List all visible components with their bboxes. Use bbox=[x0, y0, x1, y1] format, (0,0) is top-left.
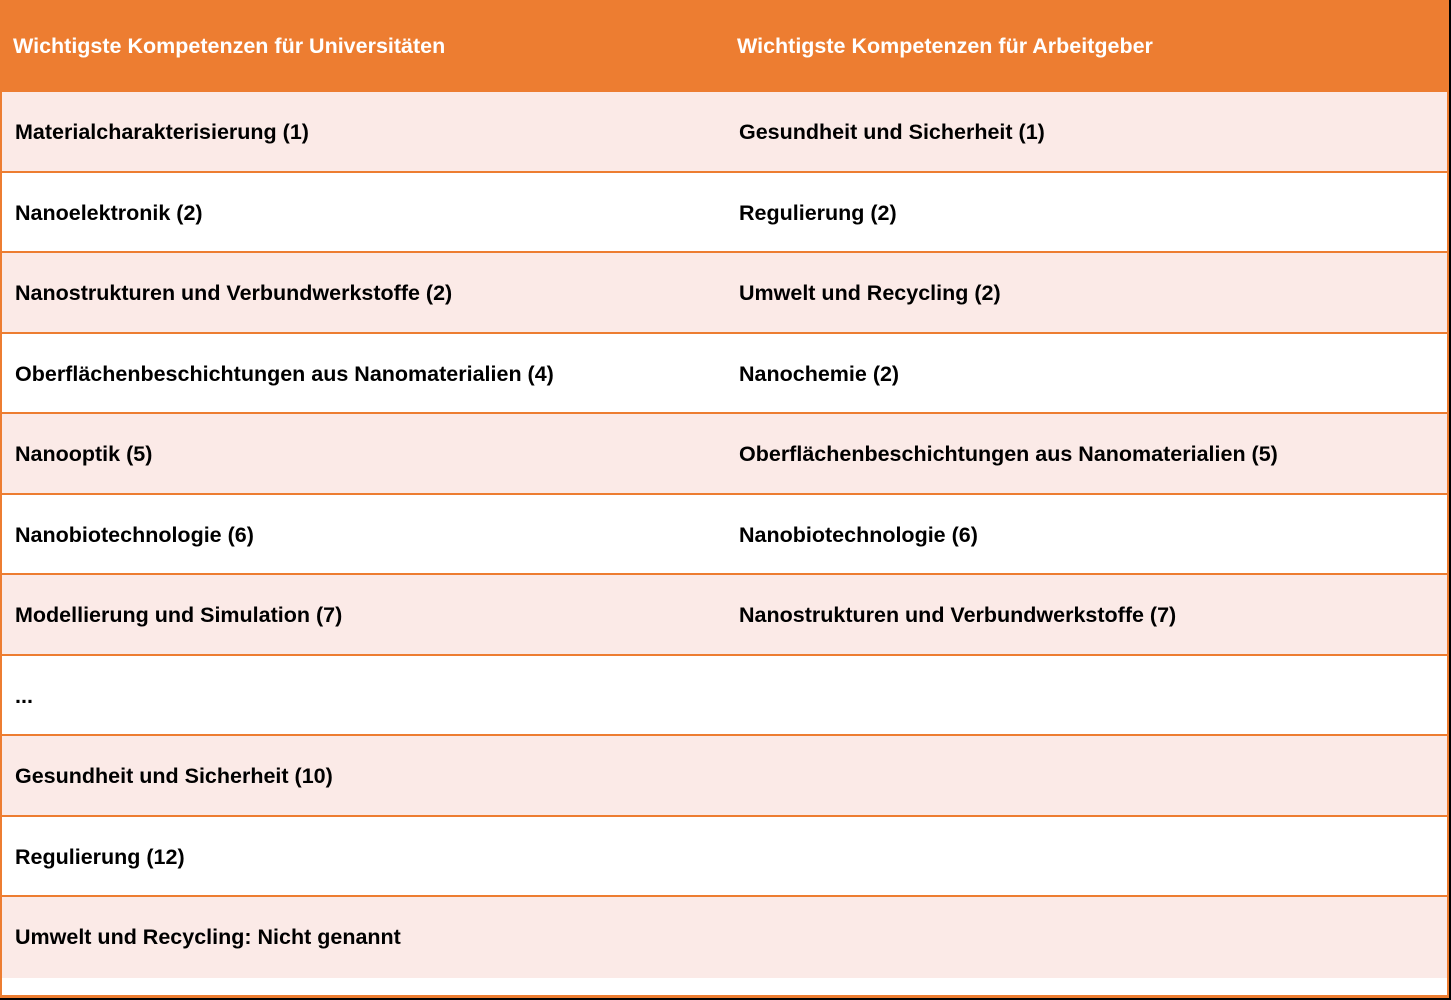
cell-universities: Modellierung und Simulation (7) bbox=[15, 603, 343, 627]
table-row bbox=[2, 817, 1447, 898]
table-row bbox=[2, 656, 1447, 737]
table-row bbox=[2, 575, 1447, 656]
table-row bbox=[2, 173, 1447, 254]
header-universities: Wichtigste Kompetenzen für Universitäten bbox=[13, 34, 446, 58]
cell-universities: Materialcharakterisierung (1) bbox=[15, 120, 309, 144]
cell-universities: Oberflächenbeschichtungen aus Nanomaterialien (4) bbox=[15, 361, 554, 386]
cell-employers: Gesundheit und Sicherheit (1) bbox=[739, 120, 1045, 144]
table-row bbox=[2, 495, 1447, 576]
table-header-row bbox=[0, 0, 1449, 92]
cell-employers: Oberflächenbeschichtungen aus Nanomaterialien (5) bbox=[739, 442, 1278, 466]
cell-universities: Nanostrukturen und Verbundwerkstoffe (2) bbox=[15, 281, 453, 305]
cell-universities: ... bbox=[15, 683, 33, 708]
cell-employers: Nanostrukturen und Verbundwerkstoffe (7) bbox=[739, 603, 1177, 627]
table-row bbox=[2, 92, 1447, 173]
cell-universities: Regulierung (12) bbox=[15, 844, 185, 869]
table-row bbox=[2, 736, 1447, 817]
cell-universities: Gesundheit und Sicherheit (10) bbox=[15, 764, 333, 788]
cell-employers: Regulierung (2) bbox=[739, 200, 897, 225]
cell-employers: Nanochemie (2) bbox=[739, 361, 900, 386]
table-row bbox=[2, 253, 1447, 334]
cell-employers: Nanobiotechnologie (6) bbox=[739, 522, 978, 547]
table-row bbox=[2, 414, 1447, 495]
cell-universities: Umwelt und Recycling: Nicht genannt bbox=[15, 925, 401, 949]
table-row bbox=[2, 897, 1447, 978]
cell-universities: Nanobiotechnologie (6) bbox=[15, 522, 254, 547]
table-body bbox=[0, 92, 1449, 998]
cell-universities: Nanoelektronik (2) bbox=[15, 200, 203, 225]
table-row bbox=[2, 334, 1447, 415]
header-employers: Wichtigste Kompetenzen für Arbeitgeber bbox=[737, 34, 1153, 58]
cell-universities: Nanooptik (5) bbox=[15, 442, 153, 466]
cell-employers: Umwelt und Recycling (2) bbox=[739, 281, 1001, 305]
